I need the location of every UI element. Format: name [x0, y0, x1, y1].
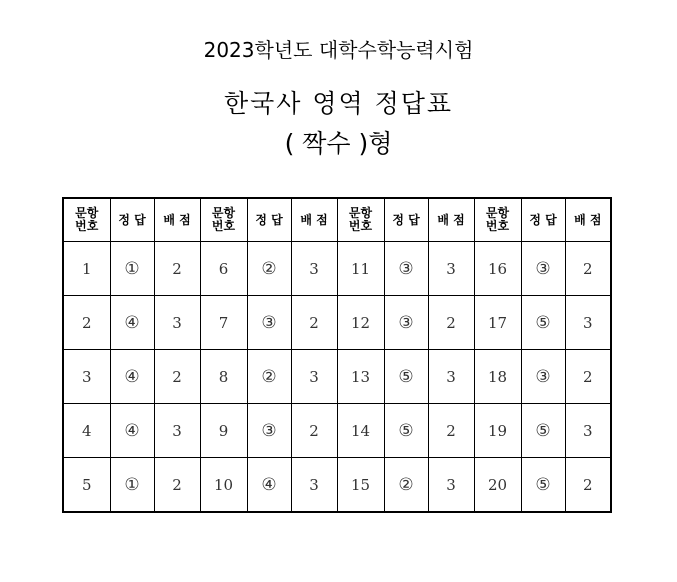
question-number-header: [200, 198, 247, 242]
points-cell: 3: [154, 296, 200, 350]
question-number-header: [63, 198, 110, 242]
answer-cell: ③: [247, 404, 291, 458]
question-number-header-label: 문항 번호: [75, 206, 99, 233]
question-number-cell: 1: [63, 242, 110, 296]
question-number-cell: 7: [200, 296, 247, 350]
answer-cell: ③: [247, 296, 291, 350]
question-number-cell: 14: [337, 404, 384, 458]
question-number-cell: 11: [337, 242, 384, 296]
question-number-cell: 9: [200, 404, 247, 458]
points-cell: 2: [154, 458, 200, 513]
table-row: [63, 404, 611, 458]
answer-header: 정 답: [384, 198, 428, 242]
answer-cell: ③: [521, 242, 565, 296]
points-cell: 3: [428, 242, 474, 296]
header-row: [63, 198, 611, 242]
points-cell: 2: [154, 350, 200, 404]
points-cell: 3: [565, 296, 611, 350]
question-number-cell: 13: [337, 350, 384, 404]
points-cell: 2: [291, 296, 337, 350]
answer-cell: ⑤: [384, 350, 428, 404]
answer-header: 정 답: [521, 198, 565, 242]
question-number-cell: 2: [63, 296, 110, 350]
question-number-cell: 20: [474, 458, 521, 513]
table-row: [63, 350, 611, 404]
question-number-cell: 17: [474, 296, 521, 350]
answer-cell: ②: [384, 458, 428, 513]
answer-cell: ⑤: [384, 404, 428, 458]
answer-header: 정 답: [247, 198, 291, 242]
points-cell: 3: [154, 404, 200, 458]
question-number-cell: 5: [63, 458, 110, 513]
question-number-header: [337, 198, 384, 242]
question-number-header-label: 문항 번호: [211, 206, 236, 233]
points-cell: 2: [428, 296, 474, 350]
question-number-cell: 15: [337, 458, 384, 513]
points-cell: 2: [565, 242, 611, 296]
points-header: 배 점: [565, 198, 611, 242]
answer-cell: ⑤: [521, 404, 565, 458]
points-cell: 2: [154, 242, 200, 296]
question-number-header-label: 문항 번호: [485, 206, 510, 233]
table-row: [63, 242, 611, 296]
answer-cell: ⑤: [521, 458, 565, 513]
answer-cell: ③: [384, 242, 428, 296]
answer-cell: ②: [247, 242, 291, 296]
points-header: 배 점: [154, 198, 200, 242]
answer-cell: ③: [521, 350, 565, 404]
points-cell: 2: [428, 404, 474, 458]
answer-header: 정 답: [110, 198, 154, 242]
question-number-cell: 10: [200, 458, 247, 513]
answer-cell: ③: [384, 296, 428, 350]
answer-table: [62, 197, 612, 513]
subject-title: 한국사 영역 정답표: [223, 89, 454, 118]
points-cell: 3: [291, 350, 337, 404]
points-cell: 2: [291, 404, 337, 458]
points-cell: 2: [565, 350, 611, 404]
answer-cell: ④: [110, 404, 154, 458]
question-number-cell: 18: [474, 350, 521, 404]
question-number-cell: 6: [200, 242, 247, 296]
answer-cell: ⑤: [521, 296, 565, 350]
points-cell: 3: [428, 350, 474, 404]
answer-cell: ④: [110, 350, 154, 404]
answer-cell: ④: [247, 458, 291, 513]
exam-title: 2023학년도 대학수학능력시험: [203, 38, 474, 62]
table-row: [63, 296, 611, 350]
form-type: ( 짝수 )형: [284, 129, 393, 158]
table-row: [63, 458, 611, 513]
points-cell: 3: [565, 404, 611, 458]
question-number-header: [474, 198, 521, 242]
answer-cell: ①: [110, 458, 154, 513]
answer-body: [63, 242, 611, 513]
answer-cell: ②: [247, 350, 291, 404]
question-number-cell: 4: [63, 404, 110, 458]
points-cell: 3: [428, 458, 474, 513]
question-number-header-label: 문항 번호: [348, 206, 373, 233]
answer-cell: ①: [110, 242, 154, 296]
points-cell: 2: [565, 458, 611, 513]
points-header: 배 점: [291, 198, 337, 242]
question-number-cell: 3: [63, 350, 110, 404]
question-number-cell: 19: [474, 404, 521, 458]
question-number-cell: 8: [200, 350, 247, 404]
points-cell: 3: [291, 458, 337, 513]
question-number-cell: 16: [474, 242, 521, 296]
question-number-cell: 12: [337, 296, 384, 350]
points-header: 배 점: [428, 198, 474, 242]
points-cell: 3: [291, 242, 337, 296]
answer-cell: ④: [110, 296, 154, 350]
